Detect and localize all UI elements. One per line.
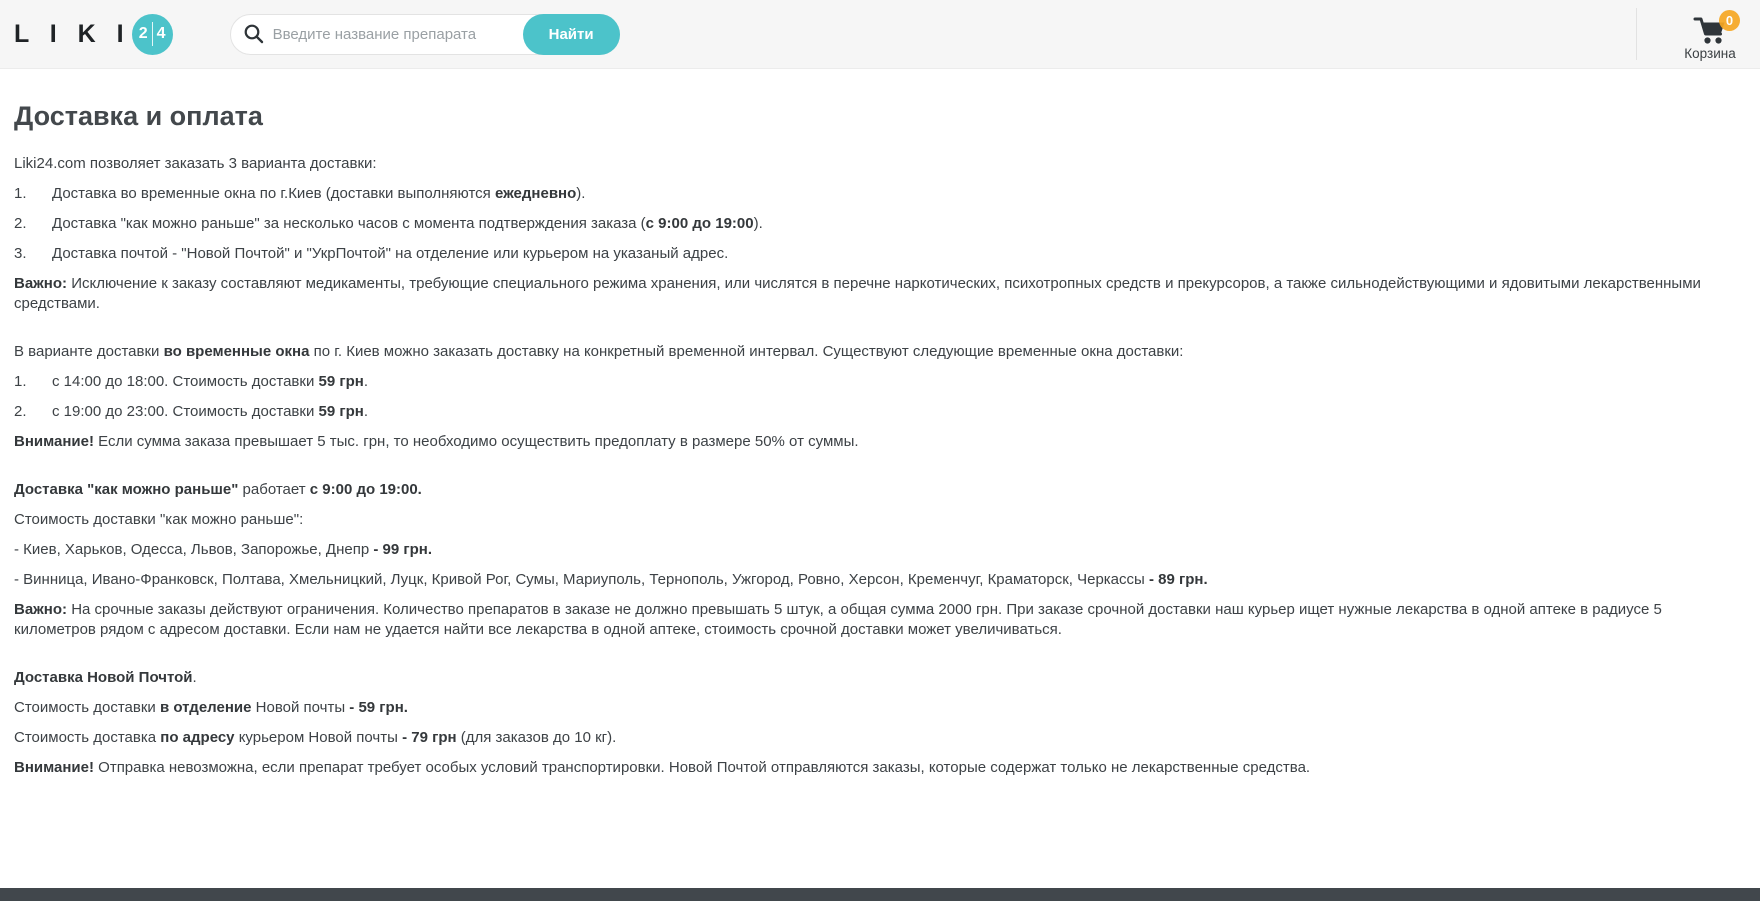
content-paragraph: - Винница, Ивано-Франковск, Полтава, Хмельницкий, Луцк, Кривой Рог, Сумы, Мариуполь, Тернополь, Ужгород, Ровно, Херсон, Кременчуг, Краматорск, Черкассы - 89 грн. [14,571,1208,588]
header [0,0,1760,69]
list-item [14,372,1746,392]
content-paragraph: Liki24.com позволяет заказать 3 варианта доставки: [14,155,377,172]
list-number: 1. [14,185,27,202]
list-text: Доставка во временные окна по г.Киев (доставки выполняются ежедневно). [52,185,586,202]
footer-bar [0,888,1760,901]
cart-label: Корзина [1684,45,1736,61]
list-item [14,214,1746,234]
content-paragraph: Важно: Исключение к заказу составляют медикаменты, требующие специального режима хранения, или числятся в перечне наркотических, психотропных средств и прекурсоров, а также сильнодействующими и ядовитыми лекарственными средствами. [14,275,1701,312]
search-input[interactable] [265,26,523,43]
content-paragraph: Стоимость доставки "как можно раньше": [14,511,304,528]
content-paragraph: Доставка "как можно раньше" работает с 9:00 до 19:00. [14,481,422,498]
content-paragraph: - Киев, Харьков, Одесса, Львов, Запорожье, Днепр - 99 грн. [14,541,433,558]
search-bar [230,14,620,55]
logo-circle-right: 4 [156,25,166,42]
list-number: 3. [14,245,27,262]
list-number: 1. [14,373,27,390]
list-item [14,402,1746,422]
cart-button[interactable] [1680,8,1740,61]
page-title: Доставка и оплата [14,101,263,131]
content-paragraph: Важно: На срочные заказы действуют ограничения. Количество препаратов в заказе не должно превышать 5 штук, а общая сумма 2000 грн. При заказе срочной доставки наш курьер ищет нужные лекарства в одной аптеке в радиусе 5 километров рядом с адресом доставки. Если нам не удается найти все лекарства в одной аптеке, стоимость срочной доставки может увеличиваться. [14,601,1662,638]
cart-badge: 0 [1719,10,1740,31]
content-paragraph: Стоимость доставка по адресу курьером Новой почты - 79 грн (для заказов до 10 кг). [14,729,617,746]
content-paragraph: Стоимость доставки в отделение Новой почты - 59 грн. [14,699,408,716]
content-blocks [14,154,1746,778]
search-button[interactable]: Найти [523,14,620,55]
content-paragraph: Доставка Новой Почтой. [14,669,197,686]
list-text: с 19:00 до 23:00. Стоимость доставки 59 грн. [52,403,368,420]
content-paragraph: Внимание! Если сумма заказа превышает 5 тыс. грн, то необходимо осуществить предоплату в размере 50% от суммы. [14,433,859,450]
logo-text: L I K I [14,19,131,48]
list-item [14,184,1746,204]
main-content [0,69,1760,778]
list-number: 2. [14,215,27,232]
logo-circle-left: 2 [138,25,148,42]
search-icon [243,23,265,45]
header-divider [1636,8,1637,60]
list-text: Доставка почтой - "Новой Почтой" и "УкрПочтой" на отделение или курьером на указаный адрес. [52,245,729,262]
header-right [1636,0,1760,68]
logo-circle [132,14,173,55]
list-text: с 14:00 до 18:00. Стоимость доставки 59 грн. [52,373,368,390]
logo[interactable] [14,14,173,55]
list-item [14,244,1746,264]
list-number: 2. [14,403,27,420]
content-paragraph: Внимание! Отправка невозможна, если препарат требует особых условий транспортировки. Новой Почтой отправляются заказы, которые содержат только не лекарственные средства. [14,759,1311,776]
content-paragraph: В варианте доставки во временные окна по г. Киев можно заказать доставку на конкретный временной интервал. Существуют следующие временные окна доставки: [14,343,1184,360]
list-text: Доставка "как можно раньше" за несколько часов с момента подтверждения заказа (с 9:00 до 19:00). [52,215,763,232]
